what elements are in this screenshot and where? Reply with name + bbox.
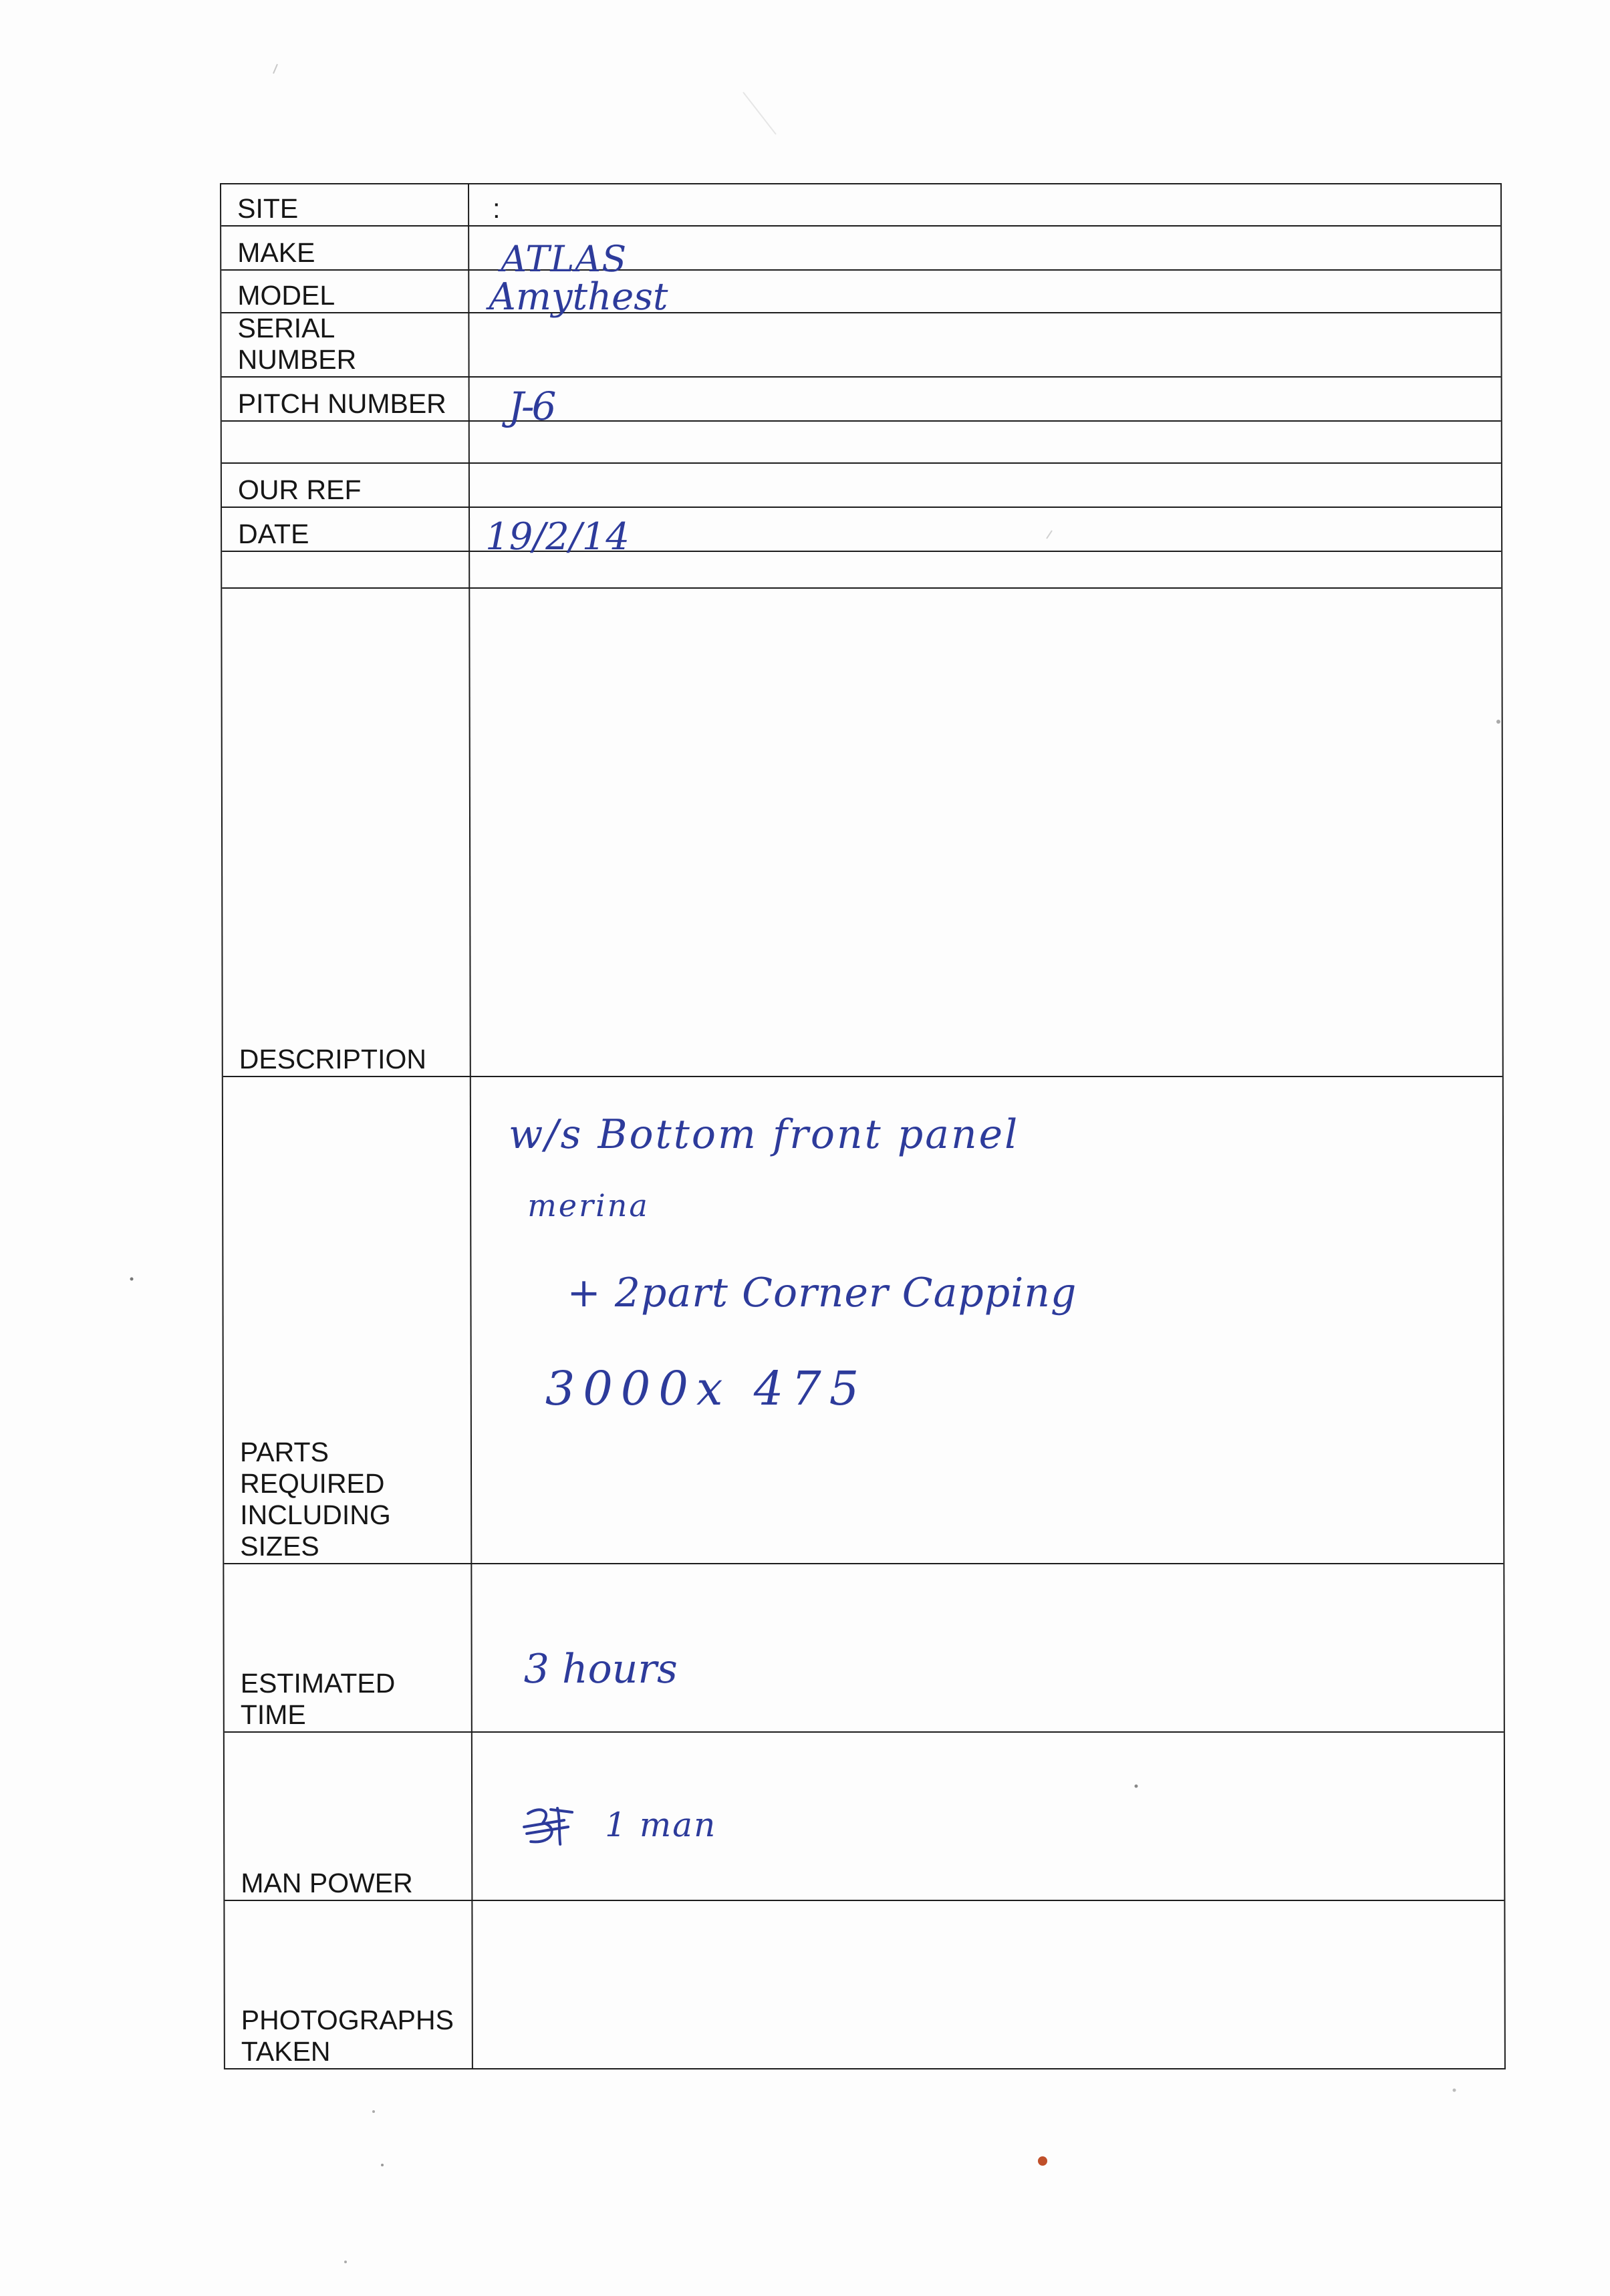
serial-number-row [221, 313, 1500, 378]
date-handwritten-value: 19/2/14 [485, 515, 630, 559]
photographs-taken-value-cell [473, 1901, 1504, 2068]
our-ref-row [222, 464, 1501, 508]
man-power-label: MAN POWER [225, 1733, 473, 1900]
estimated-time-row [224, 1564, 1504, 1733]
scan-speck [1453, 2089, 1456, 2092]
pitch-number-value-cell [470, 378, 1501, 429]
parts-required-row [223, 1077, 1504, 1564]
blank-value-cell [470, 422, 1501, 462]
description-label: DESCRIPTION [222, 589, 471, 1076]
parts-required-value-cell [471, 1077, 1504, 1563]
man-power-row [225, 1733, 1504, 1901]
site-label: SITE [221, 184, 469, 225]
man-power-value-cell [473, 1733, 1504, 1900]
blank-label [222, 552, 470, 587]
model-row [221, 271, 1500, 319]
pitch-number-row [222, 378, 1501, 429]
parts-line: + 2part Corner Capping [567, 1270, 1077, 1316]
scan-speck [1038, 2156, 1047, 2166]
estimated-time-handwritten-value: 3 hours [523, 1646, 678, 1693]
site-row [221, 184, 1500, 227]
make-label: MAKE [221, 227, 469, 269]
make-handwritten-value: ATLAS [501, 238, 628, 280]
date-value-cell [470, 508, 1501, 559]
parts-required-label: PARTS REQUIRED INCLUDING SIZES [223, 1077, 473, 1563]
description-row [222, 589, 1502, 1077]
parts-line: 3000x 475 [545, 1361, 867, 1416]
pitch-number-handwritten-value: J-6 [508, 384, 554, 429]
scan-speck [381, 2164, 384, 2166]
blank-row [222, 422, 1501, 464]
make-value-cell [469, 227, 1500, 280]
photographs-taken-label: PHOTOGRAPHS TAKEN [225, 1901, 473, 2068]
inspection-form-table [220, 183, 1506, 2069]
blank-value-cell [470, 552, 1501, 587]
scan-speck [273, 64, 277, 74]
man-power-handwritten-value: 1 man [605, 1806, 717, 1844]
crossed-out-scribble [520, 1803, 584, 1850]
pitch-number-label: PITCH NUMBER [222, 378, 470, 420]
estimated-time-value-cell [472, 1564, 1504, 1731]
blank-label [222, 422, 470, 462]
parts-line: merina [527, 1187, 650, 1224]
our-ref-label: OUR REF [222, 464, 470, 507]
site-value: : [493, 193, 501, 224]
estimated-time-label: ESTIMATED TIME [224, 1564, 473, 1731]
model-value-cell [469, 271, 1500, 319]
scan-speck [344, 2261, 347, 2263]
scan-speck [372, 2110, 375, 2113]
serial-number-value-cell [469, 313, 1500, 376]
our-ref-value-cell [470, 464, 1501, 507]
site-value-cell [469, 184, 1500, 225]
description-value-cell [470, 589, 1502, 1076]
photographs-taken-row [225, 1901, 1504, 2069]
date-row [222, 508, 1501, 559]
model-label: MODEL [221, 271, 469, 312]
scan-speck [743, 92, 776, 134]
blank-row [222, 552, 1501, 589]
scan-speck [130, 1278, 134, 1281]
date-label: DATE [222, 508, 470, 551]
make-row [221, 227, 1500, 280]
model-handwritten-value: Amythest [489, 275, 668, 319]
parts-line: w/s Bottom front panel [508, 1111, 1020, 1158]
serial-number-label: SERIAL NUMBER [221, 313, 469, 376]
